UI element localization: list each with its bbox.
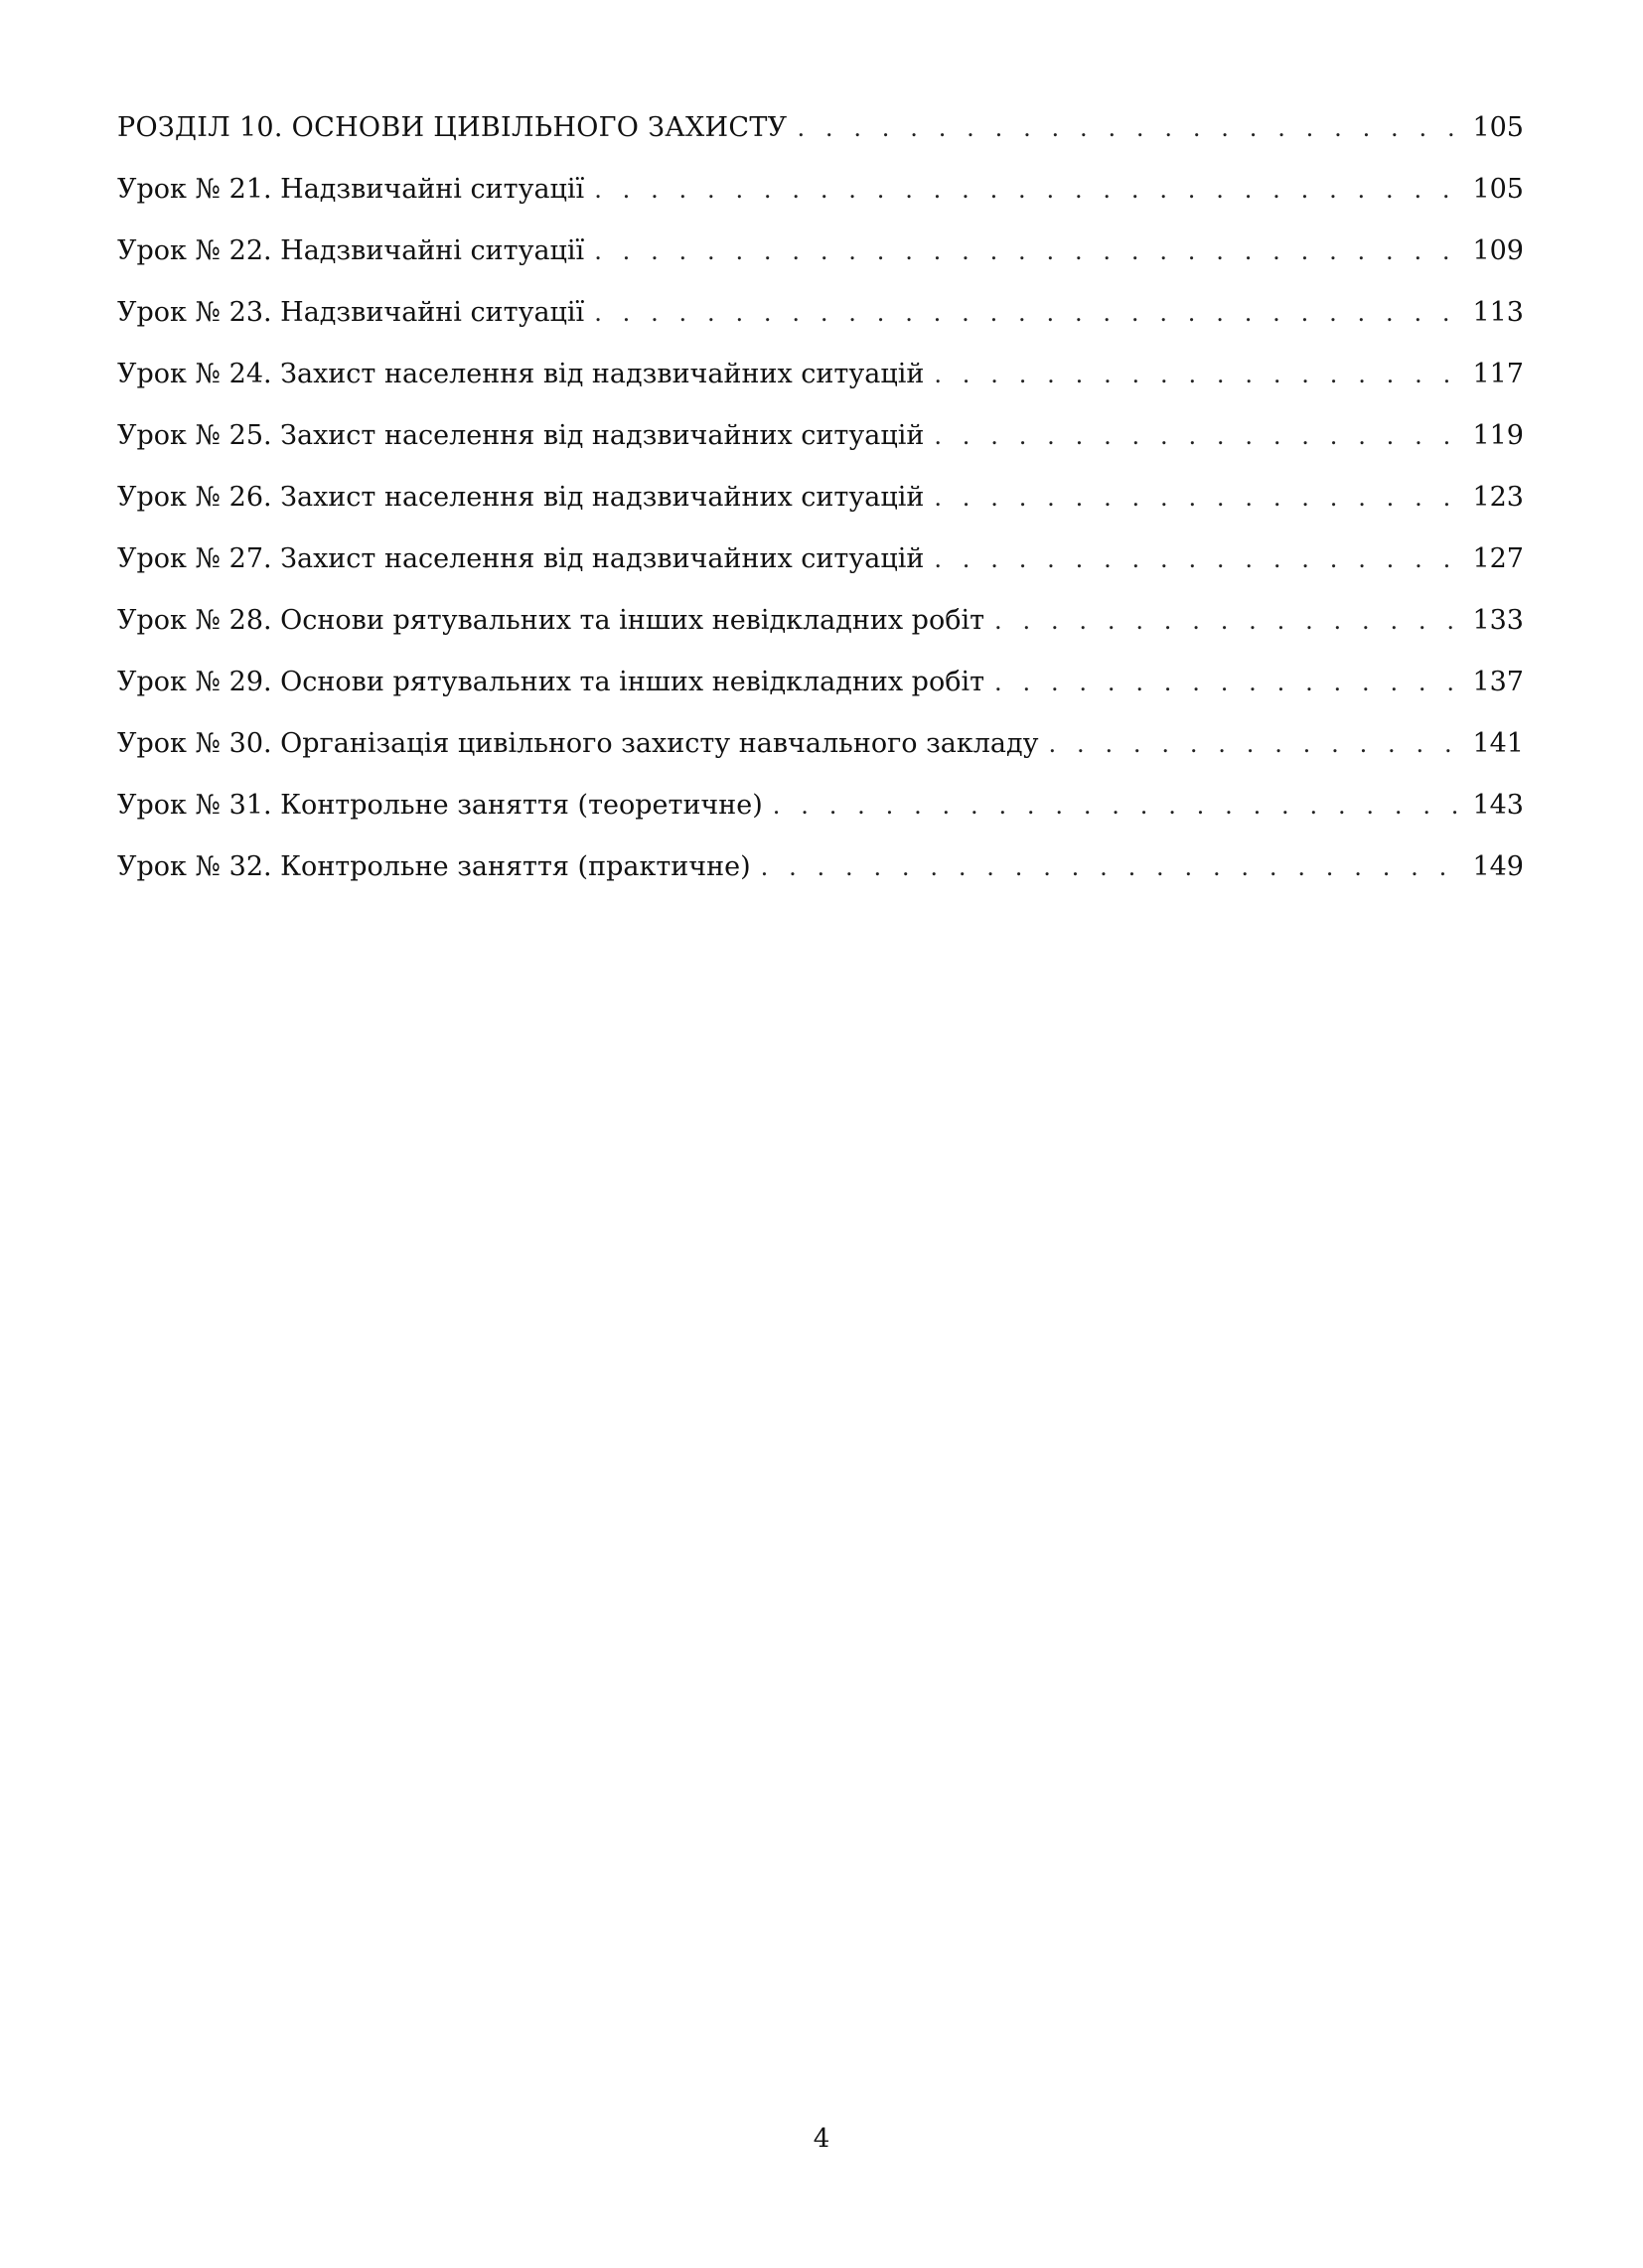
toc-entry-title: Урок № 24. Захист населення від надзвичайних ситуацій (117, 359, 925, 389)
dot-leader (594, 221, 1462, 282)
toc-entry-title: Урок № 25. Захист населення від надзвичайних ситуацій (117, 420, 925, 451)
toc-entry-lesson-31[interactable] (117, 775, 1524, 836)
toc-page-number: 127 (1472, 543, 1524, 574)
toc-page-number: 117 (1472, 359, 1524, 389)
toc-entry-lesson-29[interactable] (117, 652, 1524, 713)
dot-leader (934, 467, 1462, 529)
dot-leader (1049, 713, 1462, 775)
dot-leader (994, 652, 1462, 713)
toc-page-number: 141 (1472, 728, 1524, 759)
toc-page-number: 137 (1472, 667, 1524, 697)
toc-entry-title: Урок № 22. Надзвичайні ситуації (117, 235, 585, 266)
toc-page-number: 123 (1472, 482, 1524, 513)
toc-entry-lesson-32[interactable] (117, 836, 1524, 898)
toc-entry-title: Урок № 30. Організація цивільного захисту навчального закладу (117, 728, 1039, 759)
dot-leader (773, 775, 1462, 836)
toc-entry-lesson-21[interactable] (117, 159, 1524, 221)
toc-entry-lesson-27[interactable] (117, 529, 1524, 590)
toc-page-number: 105 (1472, 112, 1524, 143)
toc-page-number: 113 (1472, 297, 1524, 328)
footer-page-number: 4 (813, 2124, 830, 2154)
toc-entry-lesson-23[interactable] (117, 282, 1524, 344)
toc-entry-lesson-25[interactable] (117, 405, 1524, 467)
toc-page-number: 149 (1472, 851, 1524, 882)
toc-page-number: 143 (1472, 790, 1524, 821)
toc-entry-title: Урок № 23. Надзвичайні ситуації (117, 297, 585, 328)
toc-entry-title: Урок № 27. Захист населення від надзвичайних ситуацій (117, 543, 925, 574)
toc-entry-lesson-28[interactable] (117, 590, 1524, 652)
table-of-contents (117, 97, 1524, 898)
toc-entry-title: РОЗДІЛ 10. ОСНОВИ ЦИВІЛЬНОГО ЗАХИСТУ (117, 112, 788, 143)
dot-leader (994, 590, 1462, 652)
toc-entry-lesson-22[interactable] (117, 221, 1524, 282)
toc-entry-title: Урок № 31. Контрольне заняття (теоретичне) (117, 790, 763, 821)
toc-section-heading[interactable] (117, 97, 1524, 159)
dot-leader (934, 529, 1462, 590)
dot-leader (761, 836, 1462, 898)
toc-page-number: 133 (1472, 605, 1524, 636)
toc-entry-title: Урок № 28. Основи рятувальних та інших невідкладних робіт (117, 605, 985, 636)
dot-leader (934, 405, 1462, 467)
dot-leader (594, 282, 1462, 344)
toc-entry-title: Урок № 21. Надзвичайні ситуації (117, 174, 585, 205)
toc-page-number: 105 (1472, 174, 1524, 205)
toc-entry-lesson-30[interactable] (117, 713, 1524, 775)
toc-page-number: 119 (1472, 420, 1524, 451)
toc-entry-title: Урок № 26. Захист населення від надзвичайних ситуацій (117, 482, 925, 513)
toc-entry-lesson-26[interactable] (117, 467, 1524, 529)
dot-leader (797, 97, 1462, 159)
toc-page-number: 109 (1472, 235, 1524, 266)
toc-entry-lesson-24[interactable] (117, 344, 1524, 405)
toc-entry-title: Урок № 32. Контрольне заняття (практичне) (117, 851, 751, 882)
toc-entry-title: Урок № 29. Основи рятувальних та інших невідкладних робіт (117, 667, 985, 697)
dot-leader (594, 159, 1462, 221)
dot-leader (934, 344, 1462, 405)
